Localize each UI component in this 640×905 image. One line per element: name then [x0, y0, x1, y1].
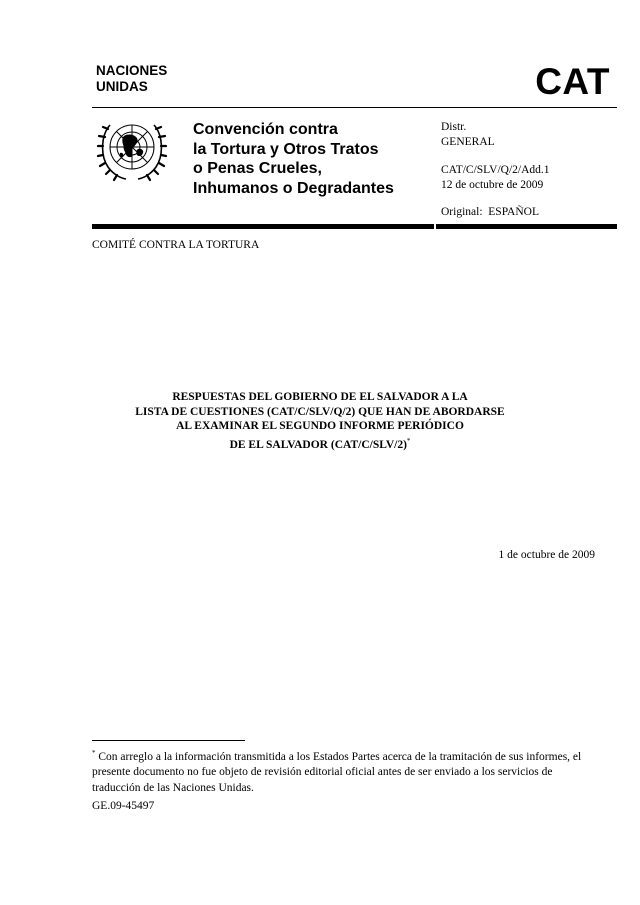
header-bottom-rule-right — [436, 224, 617, 229]
convention-line-3: o Penas Crueles, — [193, 160, 322, 177]
title-footnote-mark: * — [406, 436, 411, 445]
document-number: GE.09-45497 — [92, 800, 155, 812]
organization-name — [96, 63, 167, 95]
document-code: CAT — [535, 61, 610, 102]
original-label: Original: — [441, 206, 483, 218]
org-line-2: UNIDAS — [96, 79, 148, 94]
convention-line-1: Convención contra — [193, 121, 338, 138]
convention-title — [193, 120, 394, 198]
distribution-value: GENERAL — [441, 136, 495, 148]
issue-date: 12 de octubre de 2009 — [441, 179, 544, 191]
document-symbol: CAT/C/SLV/Q/2/Add.1 — [441, 164, 550, 176]
title-line-3: AL EXAMINAR EL SEGUNDO INFORME PERIÓDICO — [176, 420, 464, 432]
header-divider — [92, 107, 617, 108]
convention-line-4: Inhumanos o Degradantes — [193, 179, 394, 197]
title-line-4: DE EL SALVADOR (CAT/C/SLV/2) — [229, 438, 407, 451]
committee-name: COMITÉ CONTRA LA TORTURA — [92, 239, 260, 251]
header-bottom-rule-left — [92, 224, 434, 229]
distribution-block — [441, 120, 495, 150]
original-value: ESPAÑOL — [488, 206, 539, 218]
un-emblem-icon — [96, 115, 168, 183]
org-line-1: NACIONES — [96, 63, 168, 78]
original-language — [441, 205, 539, 220]
footnote-separator — [92, 740, 245, 741]
submission-date: 1 de octubre de 2009 — [498, 549, 595, 561]
document-symbol-block — [441, 163, 550, 193]
convention-line-2: la Tortura y Otros Tratos — [193, 140, 379, 158]
document-title — [0, 390, 640, 452]
distribution-label: Distr. — [441, 121, 467, 133]
title-line-1: RESPUESTAS DEL GOBIERNO DE EL SALVADOR A LA — [172, 391, 468, 403]
footnote-text: Con arreglo a la información transmitida a los Estados Partes acerca de la tramitación de sus informes, el presente documento no fue objeto de revisión editorial oficial antes de ser enviado a los servicios de traducción de las Naciones Unidas. — [92, 750, 582, 794]
footnote — [92, 746, 602, 796]
footnote-mark: * — [92, 749, 96, 757]
title-line-2: LISTA DE CUESTIONES (CAT/C/SLV/Q/2) QUE HAN DE ABORDARSE — [135, 405, 505, 418]
